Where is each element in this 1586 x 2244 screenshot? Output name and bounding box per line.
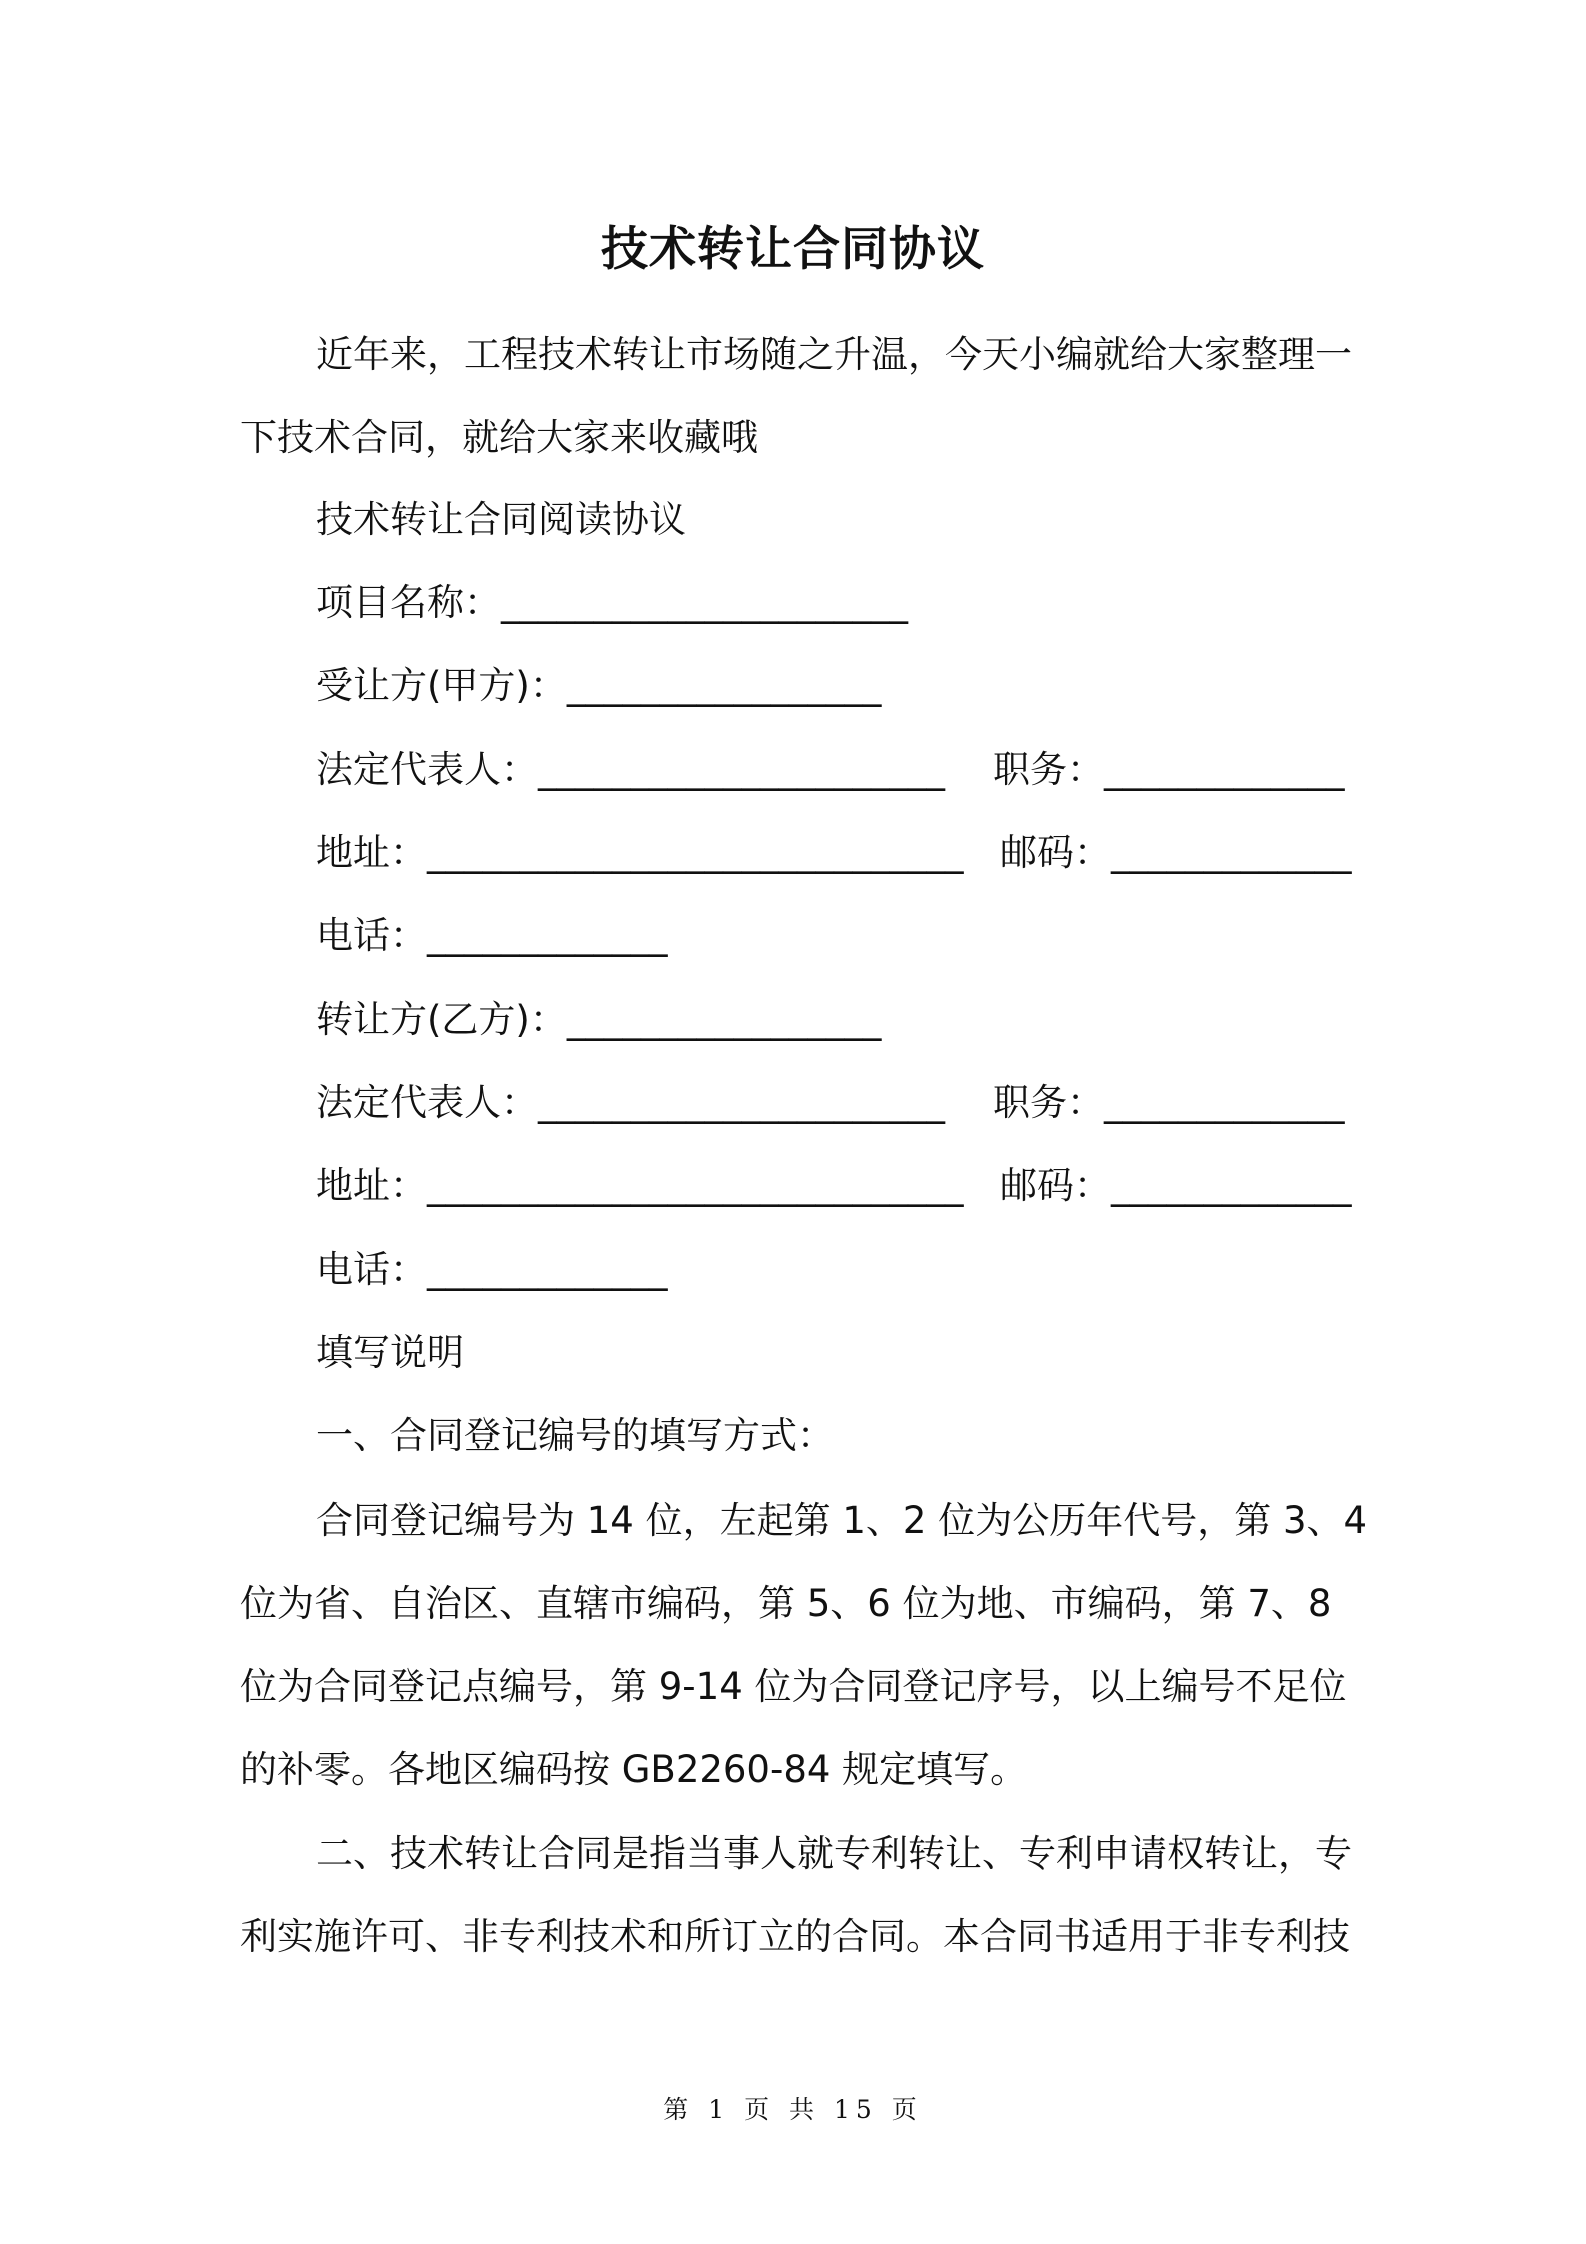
item1-paragraph <box>240 1479 1368 1811</box>
transferee-address-field: 地址：_____________________________ <box>316 831 964 874</box>
transferor-phone-field: 电话：_____________ <box>316 1248 668 1291</box>
transferee-rep-field: 法定代表人：______________________ <box>316 748 945 791</box>
item1-line: 的补零。各地区编码按 GB2260-84 规定填写。 <box>240 1748 1028 1791</box>
intro-line-1: 近年来，工程技术转让市场随之升温，今天小编就给大家整理一 <box>316 333 1352 376</box>
transferee-position-field: 职务：_____________ <box>993 748 1345 791</box>
page-footer: 第 1 页 共 15 页 <box>663 2095 923 2124</box>
transferor-position-field: 职务：_____________ <box>993 1081 1345 1124</box>
item2-paragraph <box>240 1812 1350 1978</box>
item1-line: 位为合同登记点编号，第 9-14 位为合同登记序号，以上编号不足位 <box>240 1665 1347 1708</box>
transferee-phone-field: 电话：_____________ <box>316 914 668 957</box>
transferee-field: 受让方(甲方)：_________________ <box>316 664 882 707</box>
subtitle: 技术转让合同阅读协议 <box>316 498 686 541</box>
item2-line: 二、技术转让合同是指当事人就专利转让、专利申请权转让，专 <box>316 1832 1352 1875</box>
intro-line-2: 下技术合同，就给大家来收藏哦 <box>240 416 758 459</box>
item1-line: 位为省、自治区、直辖市编码，第 5、6 位为地、市编码，第 7、8 <box>240 1582 1332 1625</box>
transferor-rep-field: 法定代表人：______________________ <box>316 1081 945 1124</box>
transferor-postcode-field: 邮码：_____________ <box>1000 1164 1352 1207</box>
item2-line: 利实施许可、非专利技术和所订立的合同。本合同书适用于非专利技 <box>240 1915 1350 1958</box>
item1-heading: 一、合同登记编号的填写方式： <box>316 1414 834 1457</box>
intro-paragraph <box>240 313 1350 479</box>
instructions-heading: 填写说明 <box>316 1331 464 1374</box>
project-name-field: 项目名称：______________________ <box>316 581 908 624</box>
document-title: 技术转让合同协议 <box>601 222 985 277</box>
transferor-address-field: 地址：_____________________________ <box>316 1164 964 1207</box>
item1-line: 合同登记编号为 14 位，左起第 1、2 位为公历年代号，第 3、4 <box>316 1499 1368 1542</box>
transferor-field: 转让方(乙方)：_________________ <box>316 998 882 1041</box>
transferee-postcode-field: 邮码：_____________ <box>1000 831 1352 874</box>
